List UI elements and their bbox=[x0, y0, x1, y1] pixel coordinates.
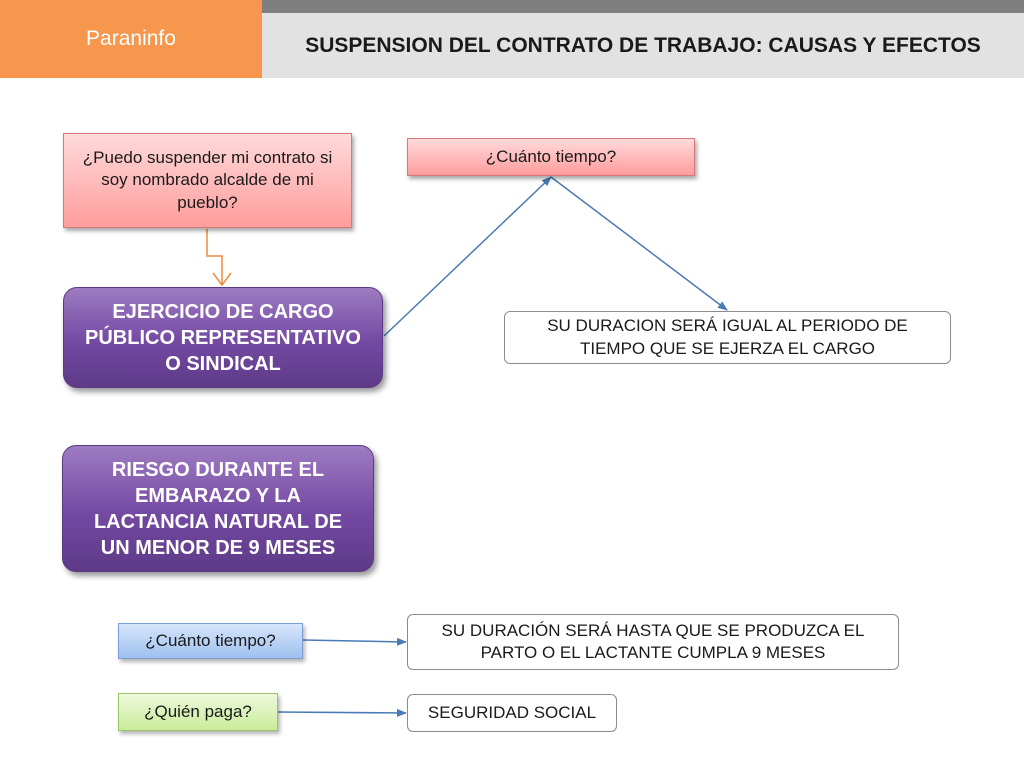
connector-mayor-to-office bbox=[207, 229, 222, 285]
connector-duration-question-to-answer bbox=[551, 177, 727, 310]
page-title: SUSPENSION DEL CONTRATO DE TRABAJO: CAUSAS Y EFECTOS bbox=[305, 33, 981, 57]
connector-who-pays bbox=[278, 712, 406, 713]
duration-answer-box-1: SU DURACION SERÁ IGUAL AL PERIODO DE TIEMPO QUE SE EJERZA EL CARGO bbox=[504, 311, 951, 364]
public-office-cause-box: EJERCICIO DE CARGO PÚBLICO REPRESENTATIVO O SINDICAL bbox=[63, 287, 383, 388]
who-pays-answer-box: SEGURIDAD SOCIAL bbox=[407, 694, 617, 732]
pregnancy-risk-cause-box: RIESGO DURANTE EL EMBARAZO Y LA LACTANCIA NATURAL DE UN MENOR DE 9 MESES bbox=[62, 445, 374, 572]
duration-question-box-1: ¿Cuánto tiempo? bbox=[407, 138, 695, 176]
connector-duration-2 bbox=[303, 640, 406, 642]
mayor-question-box: ¿Puedo suspender mi contrato si soy nombrado alcalde de mi pueblo? bbox=[63, 133, 352, 228]
duration-answer-box-2: SU DURACIÓN SERÁ HASTA QUE SE PRODUZCA EL PARTO O EL LACTANTE CUMPLA 9 MESES bbox=[407, 614, 899, 670]
brand-label: Paraninfo bbox=[0, 0, 262, 78]
duration-question-box-2: ¿Cuánto tiempo? bbox=[118, 623, 303, 659]
who-pays-question-box: ¿Quién paga? bbox=[118, 693, 278, 731]
